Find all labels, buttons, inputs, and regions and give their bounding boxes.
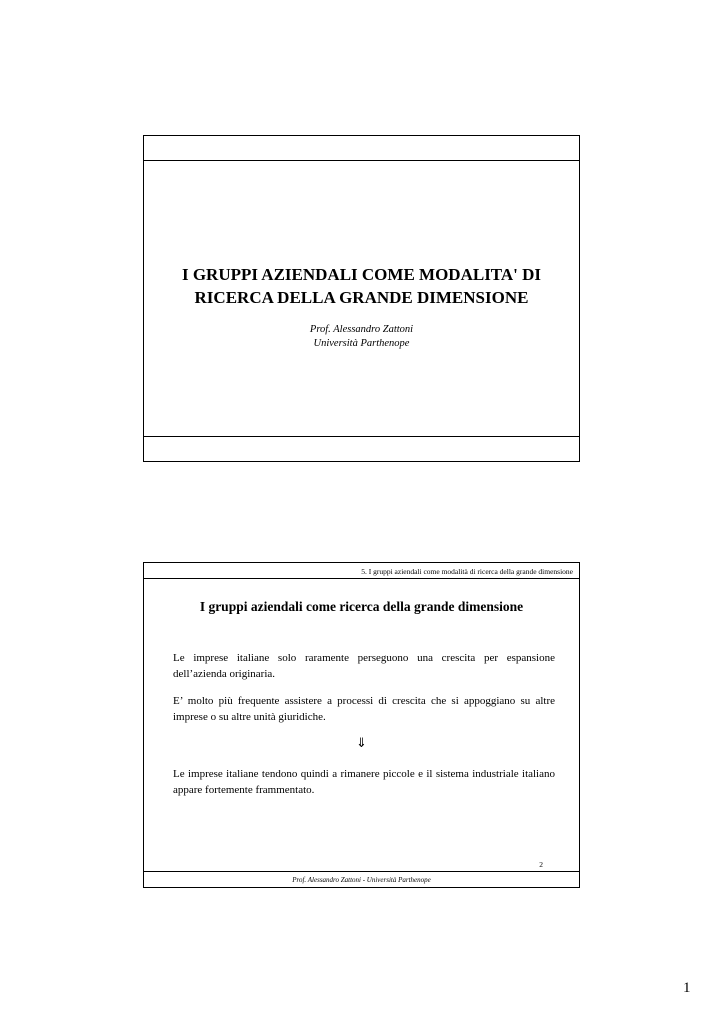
slide-2-paragraph-2: E’ molto più frequente assistere a processi di crescita che si appoggiano su altre imprese o su altre unità giuridiche. [173,695,555,723]
slide-2-paragraph-1: Le imprese italiane solo raramente perseguono una crescita per espansione dell’azienda originaria. [173,652,555,680]
slide-2-paragraph-3: Le imprese italiane tendono quindi a rimanere piccole e il sistema industriale italiano appare fortemente frammentato. [173,768,555,796]
slide-header-rule [144,160,579,161]
page-number: 1 [683,980,691,996]
slide-1-author-block [144,323,579,351]
slide-2-header: 5. I gruppi aziendali come modalità di ricerca della grande dimensione [361,567,573,576]
down-arrow-icon: ⇓ [356,736,367,751]
slide-footer-rule [144,871,579,872]
slide-1-author: Prof. Alessandro Zattoni [309,324,414,335]
slide-2-title: I gruppi aziendali come ricerca della grande dimensione [199,599,524,614]
slide-1-title-line-1: I GRUPPI AZIENDALI COME MODALITA' DI [181,265,542,284]
slide-2-footer: Prof. Alessandro Zattoni - Università Parthenope [292,876,431,884]
slide-1-title-line-2: RICERCA DELLA GRANDE DIMENSIONE [194,288,529,307]
slide-2-number: 2 [539,860,543,869]
slide-2 [143,562,580,888]
slide-1-title [144,263,579,309]
slide-1 [143,135,580,462]
slide-footer-rule [144,436,579,437]
slide-header-rule [144,578,579,579]
slide-1-affiliation: Università Parthenope [313,338,410,349]
